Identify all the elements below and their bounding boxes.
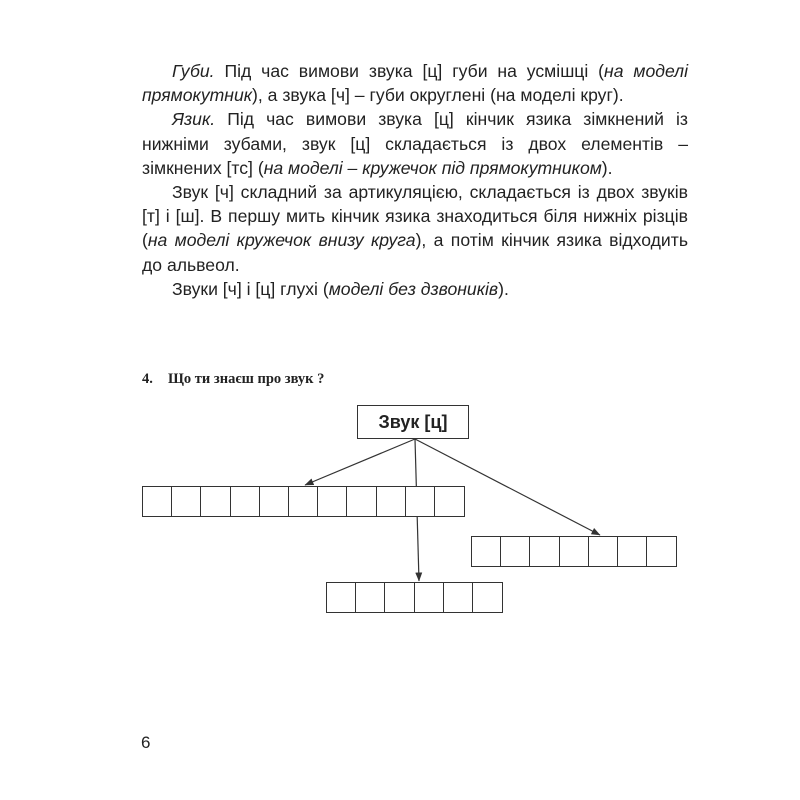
- task-number: 4.: [142, 371, 153, 387]
- answer-cell[interactable]: [317, 486, 348, 517]
- task-question: Що ти знаєш про звук ?: [168, 371, 325, 387]
- answer-cell[interactable]: [355, 582, 386, 613]
- sound-label: Звук [ц]: [378, 411, 448, 432]
- answer-cell[interactable]: [384, 582, 415, 613]
- page-number: 6: [141, 733, 151, 752]
- answer-cell[interactable]: [434, 486, 465, 517]
- text-run: ), а потім кінчик язика відходить до альвеол.: [142, 230, 688, 275]
- text-run: ).: [601, 157, 613, 178]
- answer-cell[interactable]: [559, 536, 590, 567]
- answer-cell[interactable]: [326, 582, 357, 613]
- answer-cell[interactable]: [142, 486, 173, 517]
- italic-run: Губи.: [172, 61, 215, 81]
- answer-cell[interactable]: [472, 582, 503, 613]
- text-run: Під час вимови звука [ц] кінчик язика зімкнений із нижніми зубами, звук [ц] складається із двох елементів – зімкнених [тс] (: [142, 109, 688, 178]
- answer-cell[interactable]: [171, 486, 202, 517]
- text-run: ).: [498, 278, 509, 299]
- answer-cells-bottom: [326, 582, 503, 613]
- answer-cell[interactable]: [500, 536, 531, 567]
- answer-cell[interactable]: [376, 486, 407, 517]
- answer-cell[interactable]: [200, 486, 231, 517]
- answer-cell[interactable]: [414, 582, 445, 613]
- text-run: Звук [ч] складний за артикуляцією, складається із двох звуків [т] і [ш]. В першу мить кінчик язика знаходиться біля нижніх різців (: [142, 182, 688, 251]
- italic-run: моделі без дзвоників: [328, 278, 499, 299]
- text-run: Звуки [ч] і [ц] глухі (: [172, 278, 329, 299]
- answer-cell[interactable]: [405, 486, 436, 517]
- answer-cell[interactable]: [443, 582, 474, 613]
- answer-cell[interactable]: [230, 486, 261, 517]
- answer-cells-right: [471, 536, 677, 567]
- answer-cells-left: [142, 486, 465, 517]
- answer-cell[interactable]: [346, 486, 377, 517]
- italic-run: Язик.: [172, 109, 216, 130]
- italic-run: на моделі – кружечок під прямокутником: [263, 157, 602, 178]
- sound-label-box: [357, 405, 469, 439]
- answer-cell[interactable]: [646, 536, 677, 567]
- answer-cell[interactable]: [529, 536, 560, 567]
- text-run: Під час вимови звука [ц] губи на усмішці (: [214, 61, 605, 81]
- answer-cell[interactable]: [588, 536, 619, 567]
- answer-cell[interactable]: [617, 536, 648, 567]
- answer-cell[interactable]: [288, 486, 319, 517]
- answer-cell[interactable]: [471, 536, 502, 567]
- text-run: ), а звука [ч] – губи округлені (на моделі круг).: [252, 85, 624, 106]
- italic-run: на моделі кружечок внизу круга: [147, 230, 416, 251]
- answer-cell[interactable]: [259, 486, 290, 517]
- italic-run: на моделі прямокутник: [142, 61, 688, 106]
- arrow-to-left-cells: [305, 439, 415, 485]
